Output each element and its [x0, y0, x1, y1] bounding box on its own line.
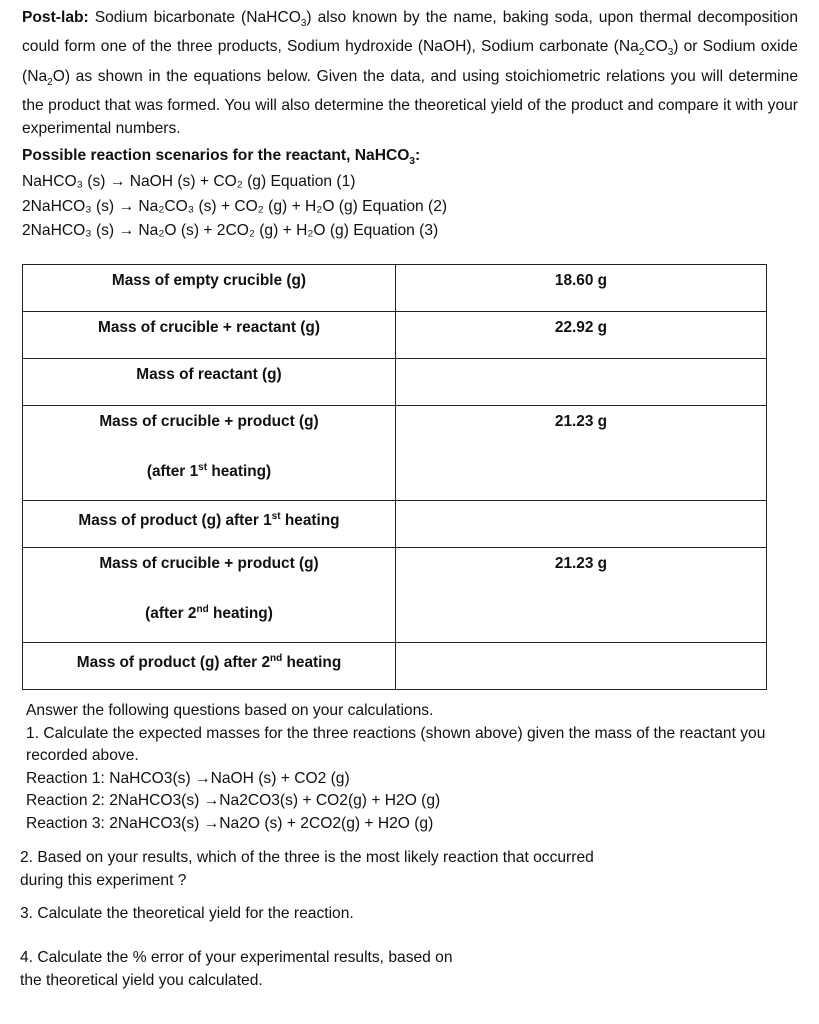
row-label: Mass of crucible + reactant (g)	[98, 319, 320, 336]
row-label: Mass of product (g) after 2nd heating	[76, 653, 342, 672]
scenarios-heading: Possible reaction scenarios for the reactant, NaHCO$_3$:	[22, 147, 421, 168]
row-value: 21.23 g	[554, 555, 608, 572]
intro-paragraph: Post-lab: Sodium bicarbonate (NaHCO$_3$) also known by the name, baking soda, upon thermal decomposition could form one of the three products, Sodium hydroxide (NaOH), Sodium carbonate $(Na_2CO_3)$ or Sodium oxide $(Na_2O)$ as shown in the equations below. Given the data, and using stoichiometric relations you will determine the product that was formed. You will also determine the theoretical yield of the product and compare it with your experimental numbers.	[22, 9, 798, 138]
table-row	[23, 312, 767, 359]
questions-intro: Answer the following questions based on your calculations.	[26, 702, 434, 719]
row-value	[396, 359, 766, 365]
postlab-heading: Post-lab:	[22, 9, 89, 26]
row-label: Mass of reactant (g)	[136, 366, 282, 383]
equation-1: NaHCO₃ (s) → NaOH (s) + CO₂ (g) Equation (1)	[22, 173, 356, 190]
row-label: Mass of empty crucible (g)	[111, 272, 307, 289]
row-label-sub: (after 2nd heating)	[145, 604, 273, 623]
reaction-2: Reaction 2: 2NaHCO3(s) →Na2CO3(s) + CO2(g) + H2O (g)	[26, 792, 441, 810]
reaction-3: Reaction 3: 2NaHCO3(s) →Na2O (s) + 2CO2(g) + H2O (g)	[26, 814, 434, 832]
reaction-1: Reaction 1: NaHCO3(s) →NaOH (s) + CO2 (g)	[26, 769, 350, 787]
question-4: 4. Calculate the % error of your experimental results, based on the theoretical yield you calculated.	[20, 949, 453, 989]
row-label: Mass of crucible + product (g)	[99, 413, 319, 430]
table-row	[23, 359, 767, 406]
question-3: 3. Calculate the theoretical yield for the reaction.	[20, 905, 354, 922]
question-2: 2. Based on your results, which of the three is the most likely reaction that occurred during this experiment ?	[20, 849, 594, 889]
equation-3: 2NaHCO₃ (s) → Na₂O (s) + 2CO₂ (g) + H₂O (g) Equation (3)	[22, 222, 439, 239]
data-table	[22, 264, 767, 690]
table-row	[23, 406, 767, 501]
table-row	[23, 265, 767, 312]
intro-text: Sodium bicarbonate (NaHCO	[88, 9, 301, 26]
row-value	[396, 501, 766, 507]
table-row	[23, 643, 767, 690]
question-1: 1. Calculate the expected masses for the three reactions (shown above) given the mass of the reactant you recorded above.	[26, 724, 766, 765]
row-label-sub: (after 1st heating)	[146, 462, 272, 481]
row-value: 18.60 g	[554, 272, 608, 289]
table-row	[23, 548, 767, 643]
row-label: Mass of product (g) after 1st heating	[78, 511, 340, 530]
question-1-block	[26, 700, 766, 836]
row-label: Mass of crucible + product (g)	[99, 555, 319, 572]
table-row	[23, 501, 767, 548]
row-value: 21.23 g	[554, 413, 608, 430]
equation-2: 2NaHCO₃ (s) → Na₂CO₃ (s) + CO₂ (g) + H₂O (g) Equation (2)	[22, 198, 448, 215]
row-value: 22.92 g	[554, 319, 608, 336]
row-value	[396, 643, 766, 649]
